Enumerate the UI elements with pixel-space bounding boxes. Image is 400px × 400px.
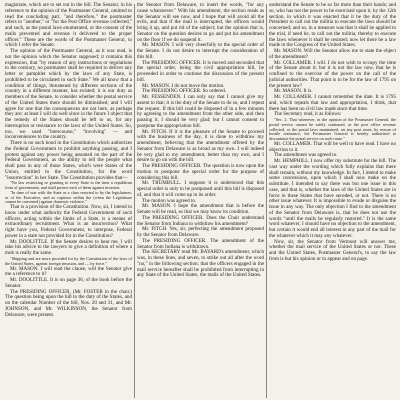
column-divider-2	[266, 4, 267, 398]
paragraph: The Secretary read, it as follows:	[274, 111, 342, 118]
paragraph: the Senator from Delaware, to insert the words, "for any cause whatsoever." With his amendment, the section reads as the Senator will see now, and I hope that will avoid all the evils, and that if the mail is interrupted, the officers would bring it up, and put rid of the subject; but the opinion that is, Senator on the question desires to go and put his amendment on the floor if we do suspend it.	[137, 2, 264, 43]
column-divider-1	[134, 4, 135, 398]
paragraph: "In time of war with the State as a class resorted to by the legislatures, or of the Executive, and as captious within the (when the Legislature cannot be convened) against domestic violence."	[5, 189, 132, 205]
paragraph: The amendment was agreed to.	[274, 152, 338, 159]
paragraph: Mr. MASON. I will read the clause, will the Senator give me a reference to it?	[5, 265, 132, 278]
paragraph: "No law restricting or granting to every State to the time a republican form of government, and shall protect each of them against invasion.	[5, 180, 132, 191]
paragraph: understand the Senate to be so far more than their hands; and so, who has not the power to be exercised upon it, by the 12th section, in which it was enacted that it be the duty of the President to call out the militia to execute the laws should be concerned; and so, in a measure was that it shall be applied to the trial, if need be, to call out the militia, thereby to execute the laws whenever it shall be resisted; now let there be a law made in the Congress of the United States.	[269, 2, 396, 49]
paragraph: Mr. COLLAMER. I cannot remember the date. It is 1795 and, which repeals that law and appropriation, I think, that there has been no civil law made since that time.	[269, 94, 396, 112]
paragraph: There is no such bond in the Constitution which authorizes the Federal Government to prohibit anything passing, and I protest against any power being assumed on the part of the Federal Government, as the ability to tell the people what shall pass in any of those States, which were States of the Union, entitled to the Constitution, for the word "insurrection" in her State. The Constitution provides that—	[5, 140, 132, 181]
paragraph: Mr. MASON. It is.	[274, 88, 313, 95]
paragraph: Mr. DOOLITTLE. If the Senate desires to hear me, I will take his advice to the lawyers to give a definition of where a mob is really the same.	[5, 238, 132, 257]
paragraph: The motion was agreed to.	[142, 197, 197, 204]
paragraph: The opinion of the Postmaster General, as it was read, is not the opinion which the Senator supposed; it contains this expression, that "by reason of any instructions or regulations to the contrary, no postmaster shall be required to deliver any letter or pamphlet which by the laws of any State, is prohibited to be circulated in such State." We all know that a condition of things, threatened by different sections of the country in a different manner, has existed; it is our duty as members of the Senate, to consider whether the postal service of the United States there should be diminished; and I will agree for one that the consequences are not here, as perhaps they are; at least I will do well since in the future I object that the remedy of the States should be left to us, for any interruption or resistance to the laws of the United States. So, too, we used "intercourse," "involving" — and inconveniences to the country.	[5, 48, 132, 141]
paragraph: magistrate, which are to set out in the bill. The Senator, in his reference to the opinion of the Postmaster General, omitted to read the concluding part, "and therefore," the postmaster refers to "another," or "for the Post Office revenue collected," and such, as the postal laws enumerated, or the consent of the mails prevented and revenue it delivered to the proper officer." These are the words of the Postmaster General, to which I refer the Senate.	[5, 2, 132, 49]
paragraph: Mr. COLLAMER. That will be well to have read. I have no objection to it.	[269, 140, 396, 153]
paragraph: Mr. MASON. I hope the amendment that is before the Senate will be read, so that we may know its condition.	[137, 203, 264, 215]
paragraph: The PRESIDING OFFICER. So ordered.	[142, 88, 227, 95]
paragraph: Mr. FITCH. If it is the pleasure of the Senate to proceed with the business of the day, it is done to withdraw my amendment, believing that the amendment offered by the Senator from Delaware is as broad as my own. I will indeed be very glad to my amendment, better than my own, and I desire to go on with the bill.	[137, 128, 264, 164]
paragraph: Mr. MASON. I will very cheerfully to the special order of the Senate. I do not desire to interrupt the consideration of this bill.	[137, 42, 264, 60]
paragraph: Mr. COLLAMER. I will. I do not wish to occupy the time of the Senate about it; but it is not the law now, that he is confined to the exercise of the power on the call of the judicial authorities. That point is to be for the law of 1795 on the present law?	[269, 59, 396, 89]
text-column-3	[269, 3, 396, 263]
paragraph: Now, sir, the Senator from Vermont will answer me, whether the mail service of the United States or not. These and the United States, Postmaster General's, to say the law from is but his opinion or to appear and on page.	[269, 238, 396, 262]
paragraph: The PRESIDING OFFICER, (Mr. FOSTER in the chair.) The question being upon the bill to the duty of the States, and on the calendar Number of the bill, Nos. 20 and 31, and Mr. JOHNSON, and Mr. WILKINSON, the Senator from Delaware, were present.	[5, 288, 132, 318]
paragraph: Mr. MASON. I do not move the motion.	[142, 82, 225, 89]
paragraph: Mr. FITCH. Yes, sir, perfecting the amendment proposed by the Senator from Delaware.	[137, 226, 264, 238]
paragraph: Mr. DOOLITTLE. It is on page 36, of the book before the Senator.	[5, 277, 132, 289]
paragraph: The PRESIDING OFFICER. The amendment of the Senator from Indiana is withdrawn.	[137, 237, 264, 250]
paragraph: The PRESIDING OFFICER. It is moved and seconded that the special order, being the civil appropriation bill, be proceeded in order to continue the discussion of the present bill.	[137, 59, 264, 83]
paragraph: The SECRETARY read Mr. BAYARD's amendment, which was, in these lines, and seven, to strike out all after the word "no," in the following section: that the officers engaged in the mail service hereafter shall be prohibited from interrupting in any State of the United States, the mails of the United States.	[137, 249, 264, 279]
paragraph: That is a provision of the Constitution. Now, sir, I intend to know under what authority the Federal Government of such officers, acting within the limits of a State, is a means of extraordinary recruitment. What is an insurrection? What right have you, Federal Government, to interpose, Federal power in a state not provided for in the Constitution?	[5, 204, 132, 239]
paragraph: Mr. TRUMBULL. I suppose it is understood that this special order is only to be postponed until this bill is disposed of, and that it will come up in its order.	[137, 180, 264, 198]
paragraph: "Shipping and are more provided for by the Constitution of the laws of the United States, against foreign invasion, and — by force."	[5, 255, 132, 266]
paragraph: "Sec. 2. That whenever, in the opinion of the Postmaster General, the postal service cannot be safely continued, or the post office revenue collected, or the postal laws maintained, on any post route, by reason of hostile resistance, the Postmaster General is hereby authorized to discontinue the postal service on such route."	[269, 117, 396, 142]
paragraph: Mr. HEMPHILL. I now offer my substitute for the bill. The vast way under the wording which fully explains that there shall remain, without my knowledge. In fact, I intend to make some concessions, upon which I shall now make on the substitute. I intended to say there was but one issue in this case, and that is, whether the laws of the United States are in force in these States that have seceded, or not. There is no other issue whatever. It is impossible to evade or disguise the issue in any way. The only objection I find to the amendment of the Senator from Delaware is, that he does not use the words "until the mails be regularly restored." It is the same word whatever, I should have no objection to the amendment, but certain it would end all interest in any part of the mail for the whatever which it may any whatever.	[269, 158, 396, 239]
text-column-1	[5, 3, 132, 318]
paragraph: Mr. FESSENDEN. I can only say that I cannot give my assent to that; it is the duty of the Senate to do so, and I repeat the request. If this bill could be disposed of in a few minutes by agreeing to the amendment from the other side, and then passing it, I should be very glad; but I cannot consent to postpone the appropriation bill.	[137, 94, 264, 129]
paragraph: The PRESIDING OFFICER. Does the Chair understand the Senator from Indiana to withdraw his amendment?	[137, 214, 264, 227]
text-column-2	[137, 3, 264, 279]
paragraph: The PRESIDING OFFICER. The question is now upon the motion to postpone the special order for the purpose of considering this bill.	[137, 163, 264, 181]
paragraph: Mr. MASON. Will the Senator allow me to state the object of the amendment?	[269, 48, 396, 60]
